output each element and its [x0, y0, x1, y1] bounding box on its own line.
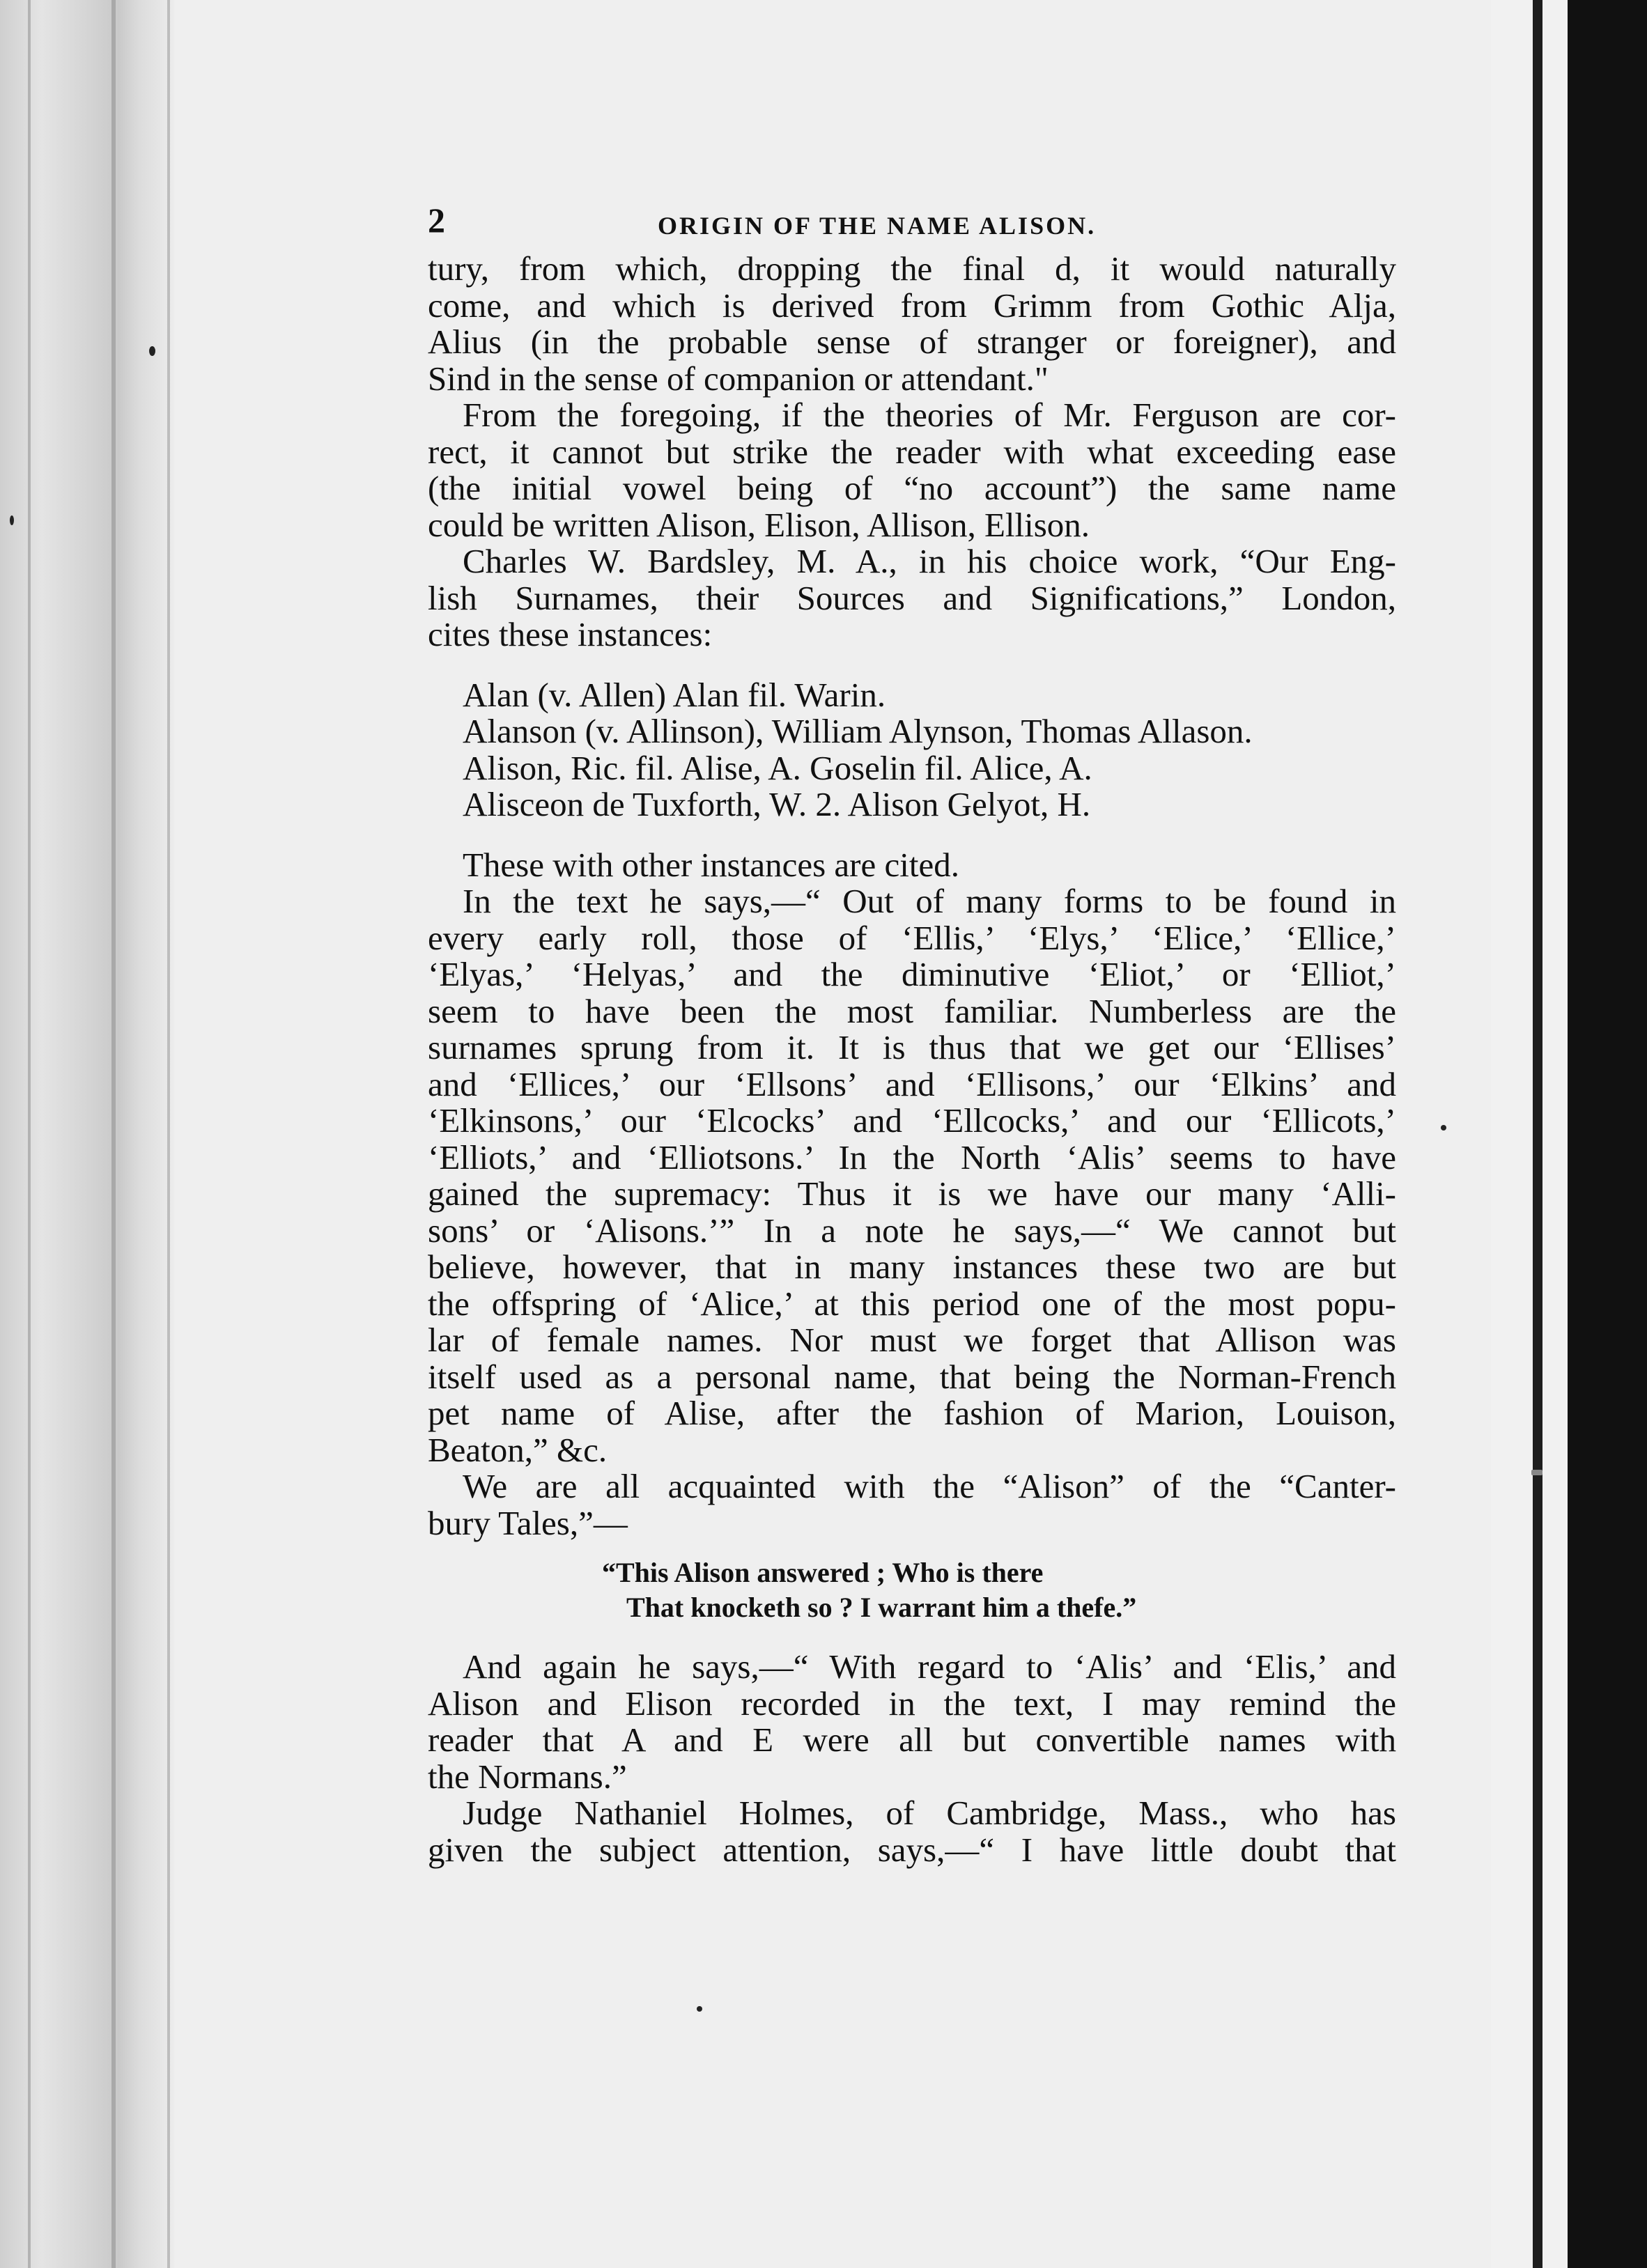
- running-title: ORIGIN OF THE NAME ALISON.: [658, 212, 1097, 240]
- text-line: Alison and Elison recorded in the text, I may remind the: [428, 1684, 1396, 1723]
- text-line: Beaton,” &c.: [428, 1430, 608, 1469]
- list-item: Alisceon de Tuxforth, W. 2. Alison Gelyot, H.: [463, 785, 1091, 823]
- page-fold: [1533, 0, 1542, 2268]
- text-line: bury Tales,”—: [428, 1503, 628, 1542]
- list-item: Alison, Ric. fil. Alise, A. Goselin fil. Alice, A.: [463, 748, 1092, 787]
- text-line: sons’ or ‘Alisons.’” In a note he says,—“ We cannot but: [428, 1211, 1396, 1250]
- paragraph-3: [428, 543, 1396, 653]
- text-line: itself used as a personal name, that being the Norman-French: [428, 1357, 1396, 1396]
- paragraph-5: [428, 883, 1396, 1468]
- text-line: From the foregoing, if the theories of Mr. Ferguson are cor-: [463, 396, 1396, 434]
- verse-quote: [428, 1555, 1396, 1625]
- paragraph-8: [428, 1795, 1396, 1868]
- text-line: Judge Nathaniel Holmes, of Cambridge, Mass., who has: [463, 1794, 1396, 1832]
- text-line: ‘Elyas,’ ‘Helyas,’ and the diminutive ‘Eliot,’ or ‘Elliot,’: [428, 955, 1396, 993]
- text-line: and ‘Ellices,’ our ‘Ellsons’ and ‘Ellisons,’ our ‘Elkins’ and: [428, 1064, 1396, 1103]
- text-line: In the text he says,—“ Out of many forms to be found in: [463, 882, 1396, 920]
- verse-line: “This Alison answered ; Who is there: [602, 1557, 1044, 1588]
- text-line: Charles W. Bardsley, M. A., in his choice work, “Our Eng-: [463, 542, 1396, 580]
- speck: [1441, 1125, 1446, 1131]
- paragraph-1: [428, 251, 1396, 397]
- paragraph-6: [428, 1468, 1396, 1541]
- text-block: [428, 202, 1396, 1868]
- paragraph-4: [428, 847, 1396, 884]
- text-line: the offspring of ‘Alice,’ at this period one of the most popu-: [428, 1284, 1396, 1323]
- text-line: could be written Alison, Elison, Allison, Ellison.: [428, 505, 1090, 544]
- text-line: lar of female names. Nor must we forget that Allison was: [428, 1321, 1396, 1359]
- paragraph-7: [428, 1649, 1396, 1795]
- text-line: pet name of Alise, after the fashion of Marion, Louison,: [428, 1394, 1396, 1432]
- text-line: Sind in the sense of companion or attendant.": [428, 359, 1049, 398]
- gutter-rule: [111, 0, 116, 2268]
- text-line: lish Surnames, their Sources and Significations,” London,: [428, 578, 1396, 617]
- speck: [10, 515, 14, 525]
- binding-gutter: [0, 0, 174, 2268]
- speck: [149, 346, 155, 356]
- verse-line: That knocketh so ? I warrant him a thefe.”: [626, 1592, 1137, 1623]
- text-line: rect, it cannot but strike the reader with what exceeding ease: [428, 432, 1396, 471]
- spacer: [428, 1541, 1396, 1555]
- paragraph-2: [428, 397, 1396, 543]
- speck: [1531, 1470, 1542, 1475]
- text-line: tury, from which, dropping the final d, it would naturally: [428, 249, 1396, 288]
- text-line: gained the supremacy: Thus it is we have our many ‘Alli-: [428, 1174, 1396, 1213]
- speck: [697, 2006, 702, 2012]
- instances-list: [428, 677, 1396, 823]
- text-line: believe, however, that in many instances these two are but: [428, 1248, 1396, 1286]
- spacer: [428, 653, 1396, 677]
- text-line: Alius (in the probable sense of stranger or foreigner), and: [428, 323, 1396, 361]
- list-item: Alanson (v. Allinson), William Alynson, Thomas Allason.: [463, 712, 1253, 750]
- text-line: ‘Elliots,’ and ‘Elliotsons.’ In the North ‘Alis’ seems to have: [428, 1137, 1396, 1176]
- dark-margin: [1568, 0, 1647, 2268]
- text-line: the Normans.”: [428, 1757, 627, 1796]
- spacer: [428, 1625, 1396, 1649]
- gutter-rule: [28, 0, 31, 2268]
- text-line: every early roll, those of ‘Ellis,’ ‘Elys,’ ‘Elice,’ ‘Ellice,’: [428, 918, 1396, 957]
- text-line: reader that A and E were all but convertible names with: [428, 1721, 1396, 1759]
- text-line: And again he says,—“ With regard to ‘Alis’ and ‘Elis,’ and: [463, 1647, 1396, 1686]
- text-line: These with other instances are cited.: [463, 845, 959, 884]
- text-line: given the subject attention, says,—“ I have little doubt that: [428, 1830, 1396, 1869]
- page-number: 2: [428, 201, 445, 240]
- gutter-rule: [167, 0, 170, 2268]
- list-item: Alan (v. Allen) Alan fil. Warin.: [463, 675, 886, 714]
- spacer: [428, 823, 1396, 847]
- text-line: surnames sprung from it. It is thus that we get our ‘Ellises’: [428, 1028, 1396, 1066]
- text-line: We are all acquainted with the “Alison” of the “Canter-: [463, 1467, 1396, 1505]
- text-line: seem to have been the most familiar. Numberless are the: [428, 991, 1396, 1030]
- text-line: ‘Elkinsons,’ our ‘Elcocks’ and ‘Ellcocks,’ and our ‘Ellicots,’: [428, 1101, 1396, 1140]
- text-line: cites these instances:: [428, 615, 713, 653]
- running-head: [428, 202, 1396, 251]
- text-line: (the initial vowel being of “no account”) the same name: [428, 469, 1396, 507]
- text-line: come, and which is derived from Grimm from Gothic Alja,: [428, 286, 1396, 325]
